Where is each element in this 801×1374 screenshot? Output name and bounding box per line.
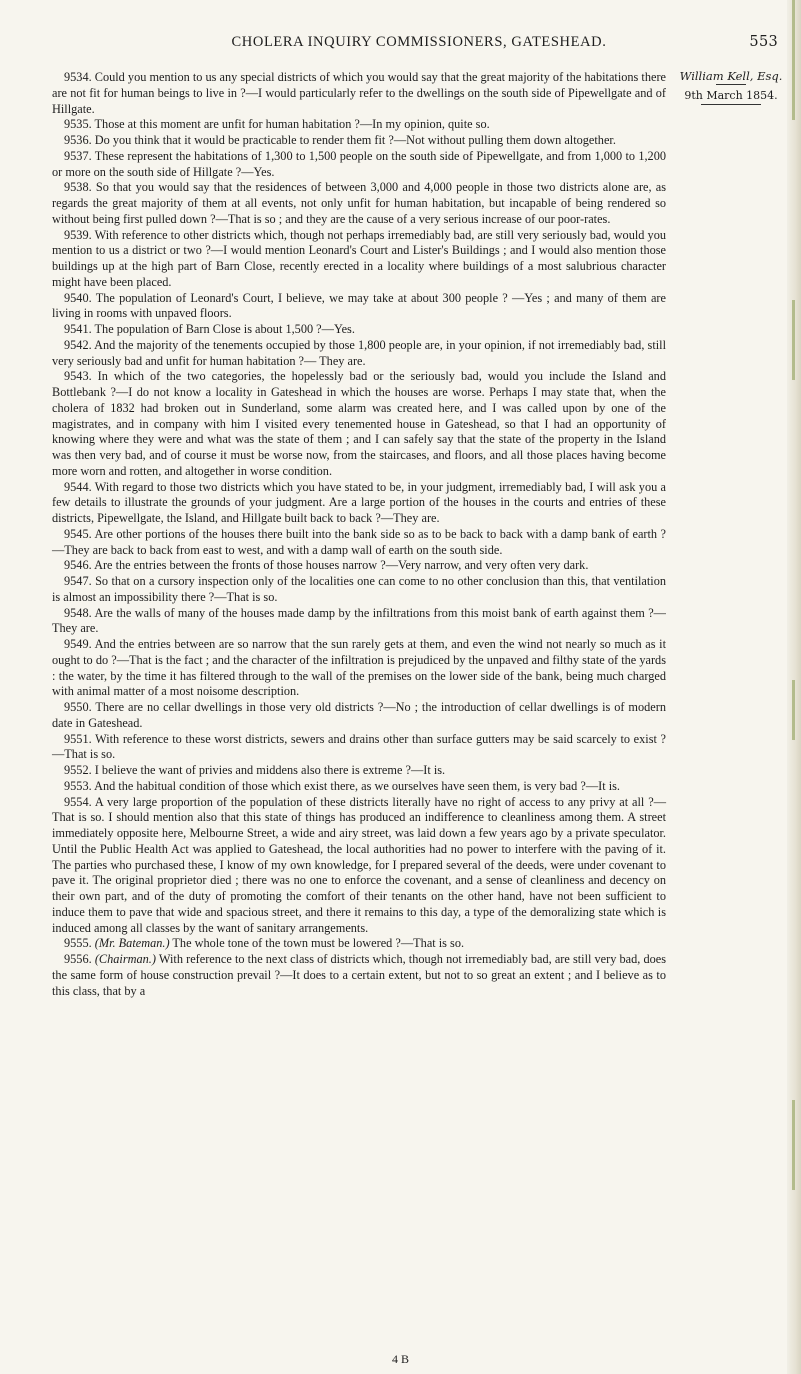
question-text: The population of Barn Close is about 1,500 ?—Yes. — [94, 322, 355, 336]
question-text: With regard to those two districts which you have stated to be, in your judgment, irremediably bad, I will ask you a few details to illustrate the grounds of your judgment. Are a large portion of the houses in the courts and entries of these districts, Pipewellgate, the Island, and Hillgate built back to back ?—They are. — [52, 479, 666, 525]
question-paragraph — [52, 606, 666, 638]
page-number: 553 — [749, 34, 778, 50]
question-text: Those at this moment are unfit for human habitation ?—In my opinion, quite so. — [94, 117, 490, 132]
witness-name: William Kell, Esq. — [679, 69, 783, 83]
signature-mark: 4 B — [391, 1352, 409, 1366]
question-paragraph — [52, 637, 666, 700]
question-text: And the habitual condition of those which exist there, as we ourselves have seen them, is very bad ?—It is. — [94, 778, 620, 793]
question-text: So that on a cursory inspection only of the localities one can come to no other conclusion than this, that ventilation is almost an impossibility there ?—That is so. — [52, 574, 666, 604]
question-text: With reference to these worst districts, sewers and drains other than surface gutters may be said scarcely to exist ?—That is so. — [52, 731, 666, 762]
edge-streak — [792, 680, 795, 740]
question-paragraph — [52, 779, 666, 795]
question-paragraph — [52, 558, 666, 574]
question-number: 9551. — [64, 731, 92, 746]
edge-streak — [792, 1100, 795, 1190]
question-paragraph — [52, 952, 666, 999]
question-number: 9537. — [64, 148, 92, 163]
question-text: And the majority of the tenements occupied by those 1,800 people are, in your opinion, if not irremediably bad, still very seriously bad and unfit for human habitation ?— They are. — [52, 337, 666, 368]
question-paragraph — [52, 732, 666, 764]
question-text: Could you mention to us any special districts of which you would say that the great majority of the habitations there are not fit for human beings to live in ?—I would particularly refer to the dwellings on the south side of Pipewellgate and of Hillgate. — [52, 70, 666, 116]
question-paragraph — [52, 133, 666, 149]
question-number: 9546. — [64, 558, 92, 573]
question-paragraph — [52, 338, 666, 370]
running-header — [60, 34, 778, 56]
question-paragraph — [52, 322, 666, 338]
margin-rule-long — [701, 104, 761, 105]
question-number: 9545. — [64, 526, 92, 541]
question-number: 9540. — [64, 290, 92, 305]
question-text: Are the entries between the fronts of those houses narrow ?—Very narrow, and very often very dark. — [94, 558, 589, 573]
question-number: 9556. — [64, 952, 92, 966]
running-title: CHOLERA INQUIRY COMMISSIONERS, GATESHEAD. — [231, 34, 607, 50]
question-text: There are no cellar dwellings in those very old districts ?—No ; the introduction of cellar dwellings is of modern date in Gateshead. — [52, 700, 666, 730]
question-paragraph — [52, 117, 666, 133]
question-text: In which of the two categories, the hopelessly bad or the seriously bad, would you include the Island and Bottlebank ?—I do not know a locality in Gateshead in which the houses are worse. Perhaps I may state that, when the cholera of 1832 had broken out in Sunderland, some alarm was created here, and I was called upon by one of the magistrates, and in company with him I visited every tenemented house in Gateshead, so that I had an opportunity of knowing where they were and what was the state of them ; and I can safely say that the state of the property in the Island was then very bad, and of course it must be worse now, from the staircases, and floors, and all those places having become more worn and rotten, and altogether in worse condition. — [52, 369, 666, 478]
question-number: 9555. — [64, 936, 92, 951]
question-paragraph — [52, 291, 666, 323]
question-number: 9543. — [64, 369, 92, 384]
question-paragraph — [52, 149, 666, 181]
question-text: The whole tone of the town must be lowered ?—That is so. — [172, 936, 465, 951]
question-paragraph — [52, 527, 666, 559]
margin-witness-note — [676, 70, 786, 105]
question-number: 9544. — [64, 479, 92, 494]
question-text: Are other portions of the houses there built into the bank side so as to be back to back with a damp bank of earth ?—They are back to back from east to west, and with a damp wall of earth on the south side. — [52, 526, 666, 557]
question-text: These represent the habitations of 1,300 to 1,500 people on the south side of Pipewellgate, and from 1,000 to 1,200 or more on the south side of Hillgate ?—Yes. — [52, 148, 667, 179]
question-paragraph — [52, 480, 666, 527]
question-paragraph — [52, 700, 666, 732]
question-number: 9542. — [64, 337, 92, 352]
question-number: 9535. — [64, 117, 92, 132]
question-paragraph — [52, 574, 666, 606]
question-number: 9553. — [64, 778, 92, 793]
question-text: A very large proportion of the population of these districts literally have no right of access to any privy at all ?—That is so. I should mention also that this state of things has produced an indifference to cleanliness among them. A street immediately opposite here, Melbourne Street, a wide and airy street, was laid down a few years ago by a private speculator. Until the Public Health Act was applied to Gateshead, the local authorities had no power to interfere with the paving of it. The parties who purchased these, I know of my own knowledge, for I prepared several of the deeds, were under covenant to pave it. The original proprietor died ; there was no one to enforce the covenant, and a sense of cleanliness and decency on their own part, and of the duty of promoting the comfort of their tenants on the other hand, have not been sufficient to induce them to pave that wide and spacious street, and there it remains to this day, a type of the demoralizing state which is induced among all classes by the want of sanitary arrangements. — [52, 794, 666, 935]
question-number: 9549. — [64, 637, 92, 651]
speaker-label: (Chairman.) — [94, 952, 156, 966]
question-text: Do you think that it would be practicable to render them fit ?—Not without pulling them down altogether. — [94, 133, 616, 147]
question-text: So that you would say that the residences of between 3,000 and 4,000 people in those two districts alone are, as regards the great majority of them at all events, not only unfit for human habitation, but incapable of being rendered so without being first pulled down ?—That is so ; and they are the cause of a very serious increase of our poor-rates. — [52, 180, 667, 226]
edge-streak — [792, 0, 795, 120]
question-number: 9536. — [64, 133, 92, 147]
question-number: 9554. — [64, 794, 92, 809]
question-text: Are the walls of many of the houses made damp by the infiltrations from this moist bank of earth against them ?—They are. — [52, 605, 666, 636]
question-number: 9534. — [64, 70, 92, 84]
question-number: 9548. — [64, 605, 92, 620]
question-text: The population of Leonard's Court, I believe, we may take at about 300 people ? —Yes ; and many of them are living in rooms with unpaved floors. — [52, 290, 666, 321]
question-paragraph — [52, 70, 666, 117]
question-text: With reference to the next class of districts which, though not irremediably bad, are still very bad, does the same form of house construction prevail ?—It does to a certain extent, but not to so great an extent ; and I believe as to this class, that by a — [52, 952, 666, 998]
speaker-label: (Mr. Bateman.) — [94, 936, 170, 951]
testimony-body — [52, 70, 666, 999]
question-number: 9550. — [64, 700, 92, 714]
question-paragraph — [52, 936, 666, 952]
edge-streak — [792, 300, 795, 380]
question-text: With reference to other districts which, though not perhaps irremediably bad, are still very seriously bad, would you mention to us a district or two ?—I would mention Leonard's Court and Lister's Buildings ; and I would also mention those buildings up at the high part of Barn Close, recently erected in a locality where buildings of a most salubrious character might have been placed. — [52, 227, 666, 289]
question-text: And the entries between are so narrow that the sun rarely gets at them, and even the wind not nearly so much as it ought to do ?—That is the fact ; and the character of the infiltration is prejudiced by the unpaved and filthy state of the yards : the water, by the time it has filtered through to the wall of the premises on the lower side of the bank, being much charged with animal matter of a most noisome description. — [52, 637, 666, 699]
question-paragraph — [52, 763, 666, 779]
question-number: 9538. — [64, 180, 92, 195]
question-paragraph — [52, 228, 666, 291]
question-number: 9539. — [64, 227, 92, 242]
question-text: I believe the want of privies and middens also there is extreme ?—It is. — [94, 763, 446, 777]
question-number: 9552. — [64, 763, 92, 777]
question-paragraph — [52, 180, 666, 227]
witness-date: 9th March 1854. — [684, 89, 778, 102]
question-paragraph — [52, 795, 666, 937]
binding-edge — [787, 0, 801, 1374]
question-number: 9541. — [64, 322, 92, 336]
question-paragraph — [52, 369, 666, 479]
question-number: 9547. — [64, 574, 92, 588]
